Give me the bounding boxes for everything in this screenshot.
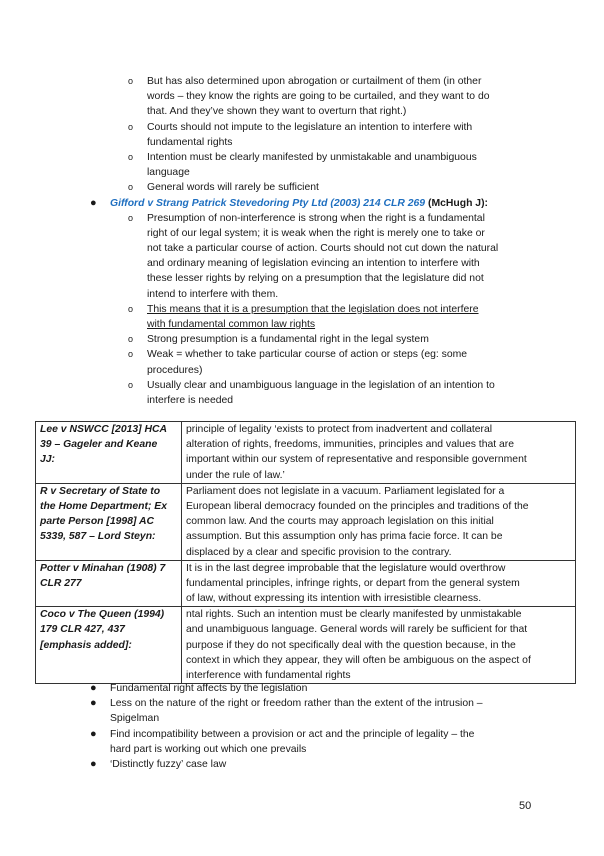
list-item-text bbox=[147, 120, 604, 150]
text-line: common law. And the courts may approach legislation on this initial bbox=[186, 516, 494, 528]
list-item bbox=[0, 150, 604, 180]
table-row bbox=[36, 422, 576, 484]
hollow-bullet-icon: o bbox=[128, 303, 134, 314]
quote-cell bbox=[182, 483, 576, 560]
text-line: Fundamental right affects by the legislation bbox=[110, 683, 308, 694]
text-line: context in which they appear, they will often be ambiguous on the aspect of bbox=[186, 654, 531, 666]
case-name-cell bbox=[36, 560, 182, 607]
list-item bbox=[0, 757, 604, 772]
list-item-text bbox=[110, 727, 604, 757]
bullet-icon: ● bbox=[90, 727, 97, 740]
text-line: Parliament does not legislate in a vacuum. Parliament legislated for a bbox=[186, 485, 505, 497]
text-line: Coco v The Queen (1994) bbox=[40, 609, 165, 621]
table-row bbox=[36, 483, 576, 560]
hollow-bullet-icon: o bbox=[128, 121, 134, 132]
text-line: JJ: bbox=[40, 454, 56, 466]
hollow-bullet-icon: o bbox=[128, 182, 134, 193]
sub-bullet-list bbox=[0, 74, 604, 196]
text-line: 5339, 587 – Lord Steyn: bbox=[40, 531, 156, 543]
judge-label: (McHugh J): bbox=[425, 197, 489, 209]
list-item bbox=[0, 378, 604, 408]
text-line: fundamental rights bbox=[147, 136, 233, 148]
text-line: the Home Department; Ex bbox=[40, 500, 168, 512]
text-line: Potter v Minahan (1908) 7 bbox=[40, 562, 166, 574]
quote-cell bbox=[182, 422, 576, 484]
text-line: R v Secretary of State to bbox=[40, 485, 161, 497]
list-item bbox=[0, 332, 604, 347]
notes-section-lower bbox=[0, 681, 604, 772]
text-line: It is in the last degree improbable that the legislature would overthrow bbox=[186, 562, 506, 574]
text-line: Presumption of non-interference is strong when the right is a fundamental bbox=[147, 212, 485, 224]
list-item bbox=[0, 347, 604, 377]
text-line: Lee v NSWCC [2013] HCA bbox=[40, 424, 168, 435]
text-line: intend to interfere with them. bbox=[147, 288, 279, 300]
text-line: Usually clear and unambiguous language in the legislation of an intention to bbox=[147, 379, 495, 391]
list-item bbox=[0, 681, 604, 696]
text-line: parte Person [1998] AC bbox=[40, 516, 154, 528]
text-line: principle of legality ‘exists to protect from inadvertent and collateral bbox=[186, 424, 493, 435]
hollow-bullet-icon: o bbox=[128, 212, 134, 223]
list-item bbox=[0, 180, 604, 195]
text-line: not take a particular course of action. Courts should not cut down the natural bbox=[147, 243, 499, 255]
text-line: and unambiguous language. General words will rarely be sufficient for that bbox=[186, 624, 528, 636]
list-item-text bbox=[147, 332, 604, 347]
table-row bbox=[36, 607, 576, 684]
bullet-icon: ● bbox=[90, 697, 97, 710]
text-line: these lesser rights by relying on a presumption that the legislature did not bbox=[147, 273, 484, 285]
list-item-text bbox=[110, 757, 604, 772]
bullet-list bbox=[0, 681, 604, 772]
text-line: This means that it is a presumption that the legislation does not interfere bbox=[147, 303, 479, 315]
list-item-text bbox=[147, 74, 604, 120]
text-line: But has also determined upon abrogation or curtailment of them (in other bbox=[147, 76, 482, 87]
list-item-text bbox=[147, 378, 604, 408]
list-item-text bbox=[147, 150, 604, 180]
hollow-bullet-icon: o bbox=[128, 379, 134, 390]
case-name-cell bbox=[36, 483, 182, 560]
text-line: and ordinary meaning of legislation evincing an intention to interfere with bbox=[147, 258, 480, 270]
list-item-text bbox=[110, 681, 604, 696]
text-line: with fundamental common law rights bbox=[147, 319, 316, 330]
text-line: interfere is needed bbox=[147, 394, 234, 406]
text-line: language bbox=[147, 167, 190, 179]
list-item bbox=[0, 120, 604, 150]
notes-section-upper bbox=[0, 74, 604, 408]
text-line: purpose if they do not specifically deal with the question because, in the bbox=[186, 639, 516, 651]
hollow-bullet-icon: o bbox=[128, 151, 134, 162]
text-line: under the rule of law.’ bbox=[186, 469, 285, 481]
list-item-text bbox=[147, 302, 604, 332]
text-line: Find incompatibility between a provision or act and the principle of legality – the bbox=[110, 728, 475, 740]
text-line: procedures) bbox=[147, 364, 203, 376]
text-line: Weak = whether to take particular course of action or steps (eg: some bbox=[147, 349, 468, 361]
case-quotes-table bbox=[35, 421, 576, 684]
text-line: Spigelman bbox=[110, 713, 160, 725]
list-item-text bbox=[110, 696, 604, 726]
text-line: hard part is working out which one prevails bbox=[110, 743, 307, 755]
text-line: important within our system of representative and responsible government bbox=[186, 454, 527, 466]
list-item-text bbox=[147, 211, 604, 302]
hollow-bullet-icon: o bbox=[128, 349, 134, 360]
text-line: interference with fundamental rights bbox=[186, 670, 351, 681]
text-line: of law, without expressing its intention with irresistible clearness. bbox=[186, 593, 482, 605]
list-item-text bbox=[147, 347, 604, 377]
quote-cell bbox=[182, 607, 576, 684]
text-line: Intention must be clearly manifested by unmistakable and unambiguous bbox=[147, 151, 477, 163]
text-line: displaced by a clear and specific provision to the contrary. bbox=[186, 546, 452, 558]
text-line: CLR 277 bbox=[40, 577, 82, 589]
text-line: General words will rarely be sufficient bbox=[147, 182, 319, 194]
text-line: assumption. But this assumption only has prima facie force. It can be bbox=[186, 531, 503, 543]
text-line: Less on the nature of the right or freedom rather than the extent of the intrusion – bbox=[110, 698, 483, 710]
table-row bbox=[36, 560, 576, 607]
list-item bbox=[0, 211, 604, 302]
text-line: European liberal democracy founded on the principles and traditions of the bbox=[186, 500, 529, 512]
text-line: words – they know the rights are going to be curtailed, and they want to do bbox=[147, 91, 490, 103]
case-name-cell bbox=[36, 422, 182, 484]
hollow-bullet-icon: o bbox=[128, 76, 134, 86]
text-line: [emphasis added]: bbox=[40, 639, 132, 651]
list-item bbox=[0, 302, 604, 332]
list-item bbox=[0, 727, 604, 757]
text-line: ntal rights. Such an intention must be clearly manifested by unmistakable bbox=[186, 609, 522, 621]
quote-cell bbox=[182, 560, 576, 607]
list-item bbox=[0, 696, 604, 726]
list-item-text bbox=[147, 180, 604, 195]
hollow-bullet-icon: o bbox=[128, 334, 134, 345]
list-item bbox=[0, 74, 604, 120]
text-line: fundamental principles, infringe rights, or depart from the general system bbox=[186, 577, 520, 589]
text-line: ‘Distinctly fuzzy’ case law bbox=[110, 758, 227, 770]
case-heading-gifford bbox=[0, 196, 604, 211]
text-line: Courts should not impute to the legislature an intention to interfere with bbox=[147, 121, 473, 133]
bullet-icon: ● bbox=[90, 757, 97, 770]
text-line: Strong presumption is a fundamental right in the legal system bbox=[147, 334, 429, 346]
text-line: 179 CLR 427, 437 bbox=[40, 624, 125, 636]
bullet-icon: ● bbox=[90, 682, 97, 694]
bullet-icon: ● bbox=[90, 196, 97, 209]
page-number: 50 bbox=[519, 800, 532, 812]
sub-bullet-list bbox=[0, 211, 604, 408]
case-citation-link[interactable]: Gifford v Strang Patrick Stevedoring Pty Ltd (2003) 214 CLR 269 bbox=[110, 197, 426, 209]
text-line: 39 – Gageler and Keane bbox=[40, 439, 158, 451]
text-line: alteration of rights, freedoms, immunities, principles and values that are bbox=[186, 439, 515, 451]
text-line: that. And they’ve shown they want to overturn that right.) bbox=[147, 106, 407, 118]
case-name-cell bbox=[36, 607, 182, 684]
text-line: right of our legal system; it is weak when the right is merely one to take or bbox=[147, 227, 485, 239]
